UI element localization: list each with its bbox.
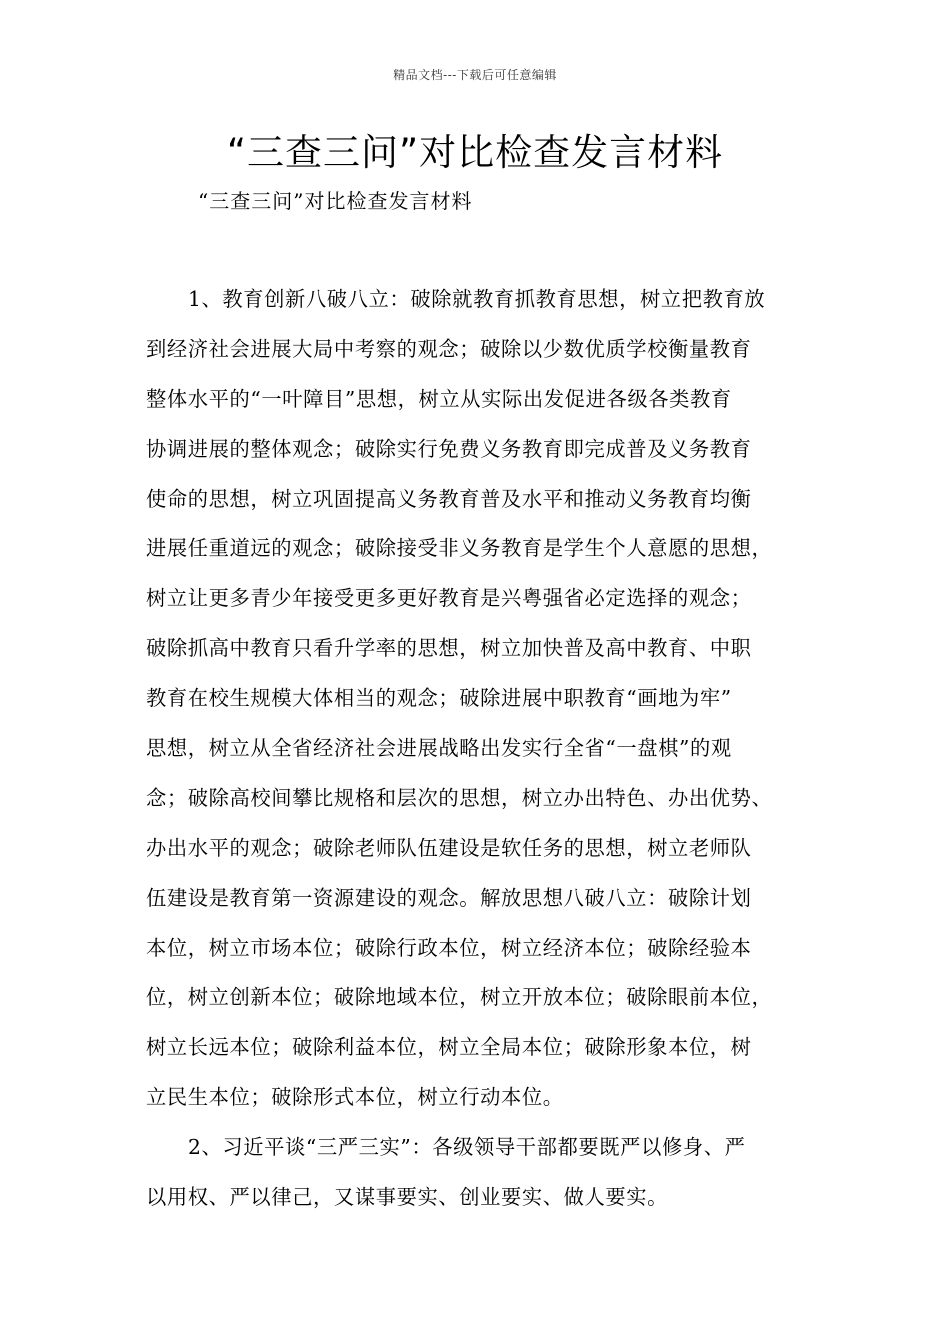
paragraph-line: 伍建设是教育第一资源建设的观念。解放思想八破八立：破除计划: [146, 885, 752, 910]
paragraph-line: 到经济社会进展大局中考察的观念；破除以少数优质学校衡量教育: [146, 336, 752, 361]
paragraph-line: 破除抓高中教育只看升学率的思想，树立加快普及高中教育、中职: [146, 636, 752, 661]
paragraph-line: 以用权、严以律己，又谋事要实、创业要实、做人要实。: [146, 1184, 669, 1209]
paragraph-1: [146, 275, 816, 1123]
paragraph-line: 位，树立创新本位；破除地域本位，树立开放本位；破除眼前本位，: [146, 985, 773, 1010]
paragraph-line: 进展任重道远的观念；破除接受非义务教育是学生个人意愿的思想，: [146, 536, 773, 561]
paragraph-2: [146, 1123, 816, 1223]
document-title: “三查三问”对比检查发言材料: [226, 131, 724, 174]
paragraph-line: 使命的思想，树立巩固提高义务教育普及水平和推动义务教育均衡: [146, 486, 752, 511]
paragraph-line: 树立长远本位；破除利益本位，树立全局本位；破除形象本位，树: [146, 1035, 752, 1060]
paragraph-line: 念；破除高校间攀比规格和层次的思想，树立办出特色、办出优势、: [146, 785, 773, 810]
header-note: 精品文档---下载后可任意编辑: [393, 68, 557, 82]
document-subtitle: “三查三问”对比检查发言材料: [198, 189, 473, 213]
paragraph-line: 立民生本位；破除形式本位，树立行动本位。: [146, 1085, 564, 1110]
paragraph-line: 2、习近平谈“三严三实”：各级领导干部都要既严以修身、严: [188, 1135, 746, 1159]
paragraph-line: 树立让更多青少年接受更多更好教育是兴粤强省必定选择的观念；: [146, 586, 752, 611]
paragraph-line: 本位，树立市场本位；破除行政本位，树立经济本位；破除经验本: [146, 935, 752, 960]
paragraph-line: 协调进展的整体观念；破除实行免费义务教育即完成普及义务教育: [146, 436, 752, 461]
paragraph-line: 思想，树立从全省经济社会进展战略出发实行全省“一盘棋”的观: [146, 736, 732, 761]
paragraph-line: 1、教育创新八破八立：破除就教育抓教育思想，树立把教育放: [188, 287, 766, 311]
paragraph-line: 整体水平的“一叶障目”思想，树立从实际出发促进各级各类教育: [146, 386, 732, 411]
paragraph-line: 办出水平的观念；破除老师队伍建设是软任务的思想，树立老师队: [146, 835, 752, 860]
paragraph-line: 教育在校生规模大体相当的观念；破除进展中职教育“画地为牢”: [146, 686, 732, 711]
